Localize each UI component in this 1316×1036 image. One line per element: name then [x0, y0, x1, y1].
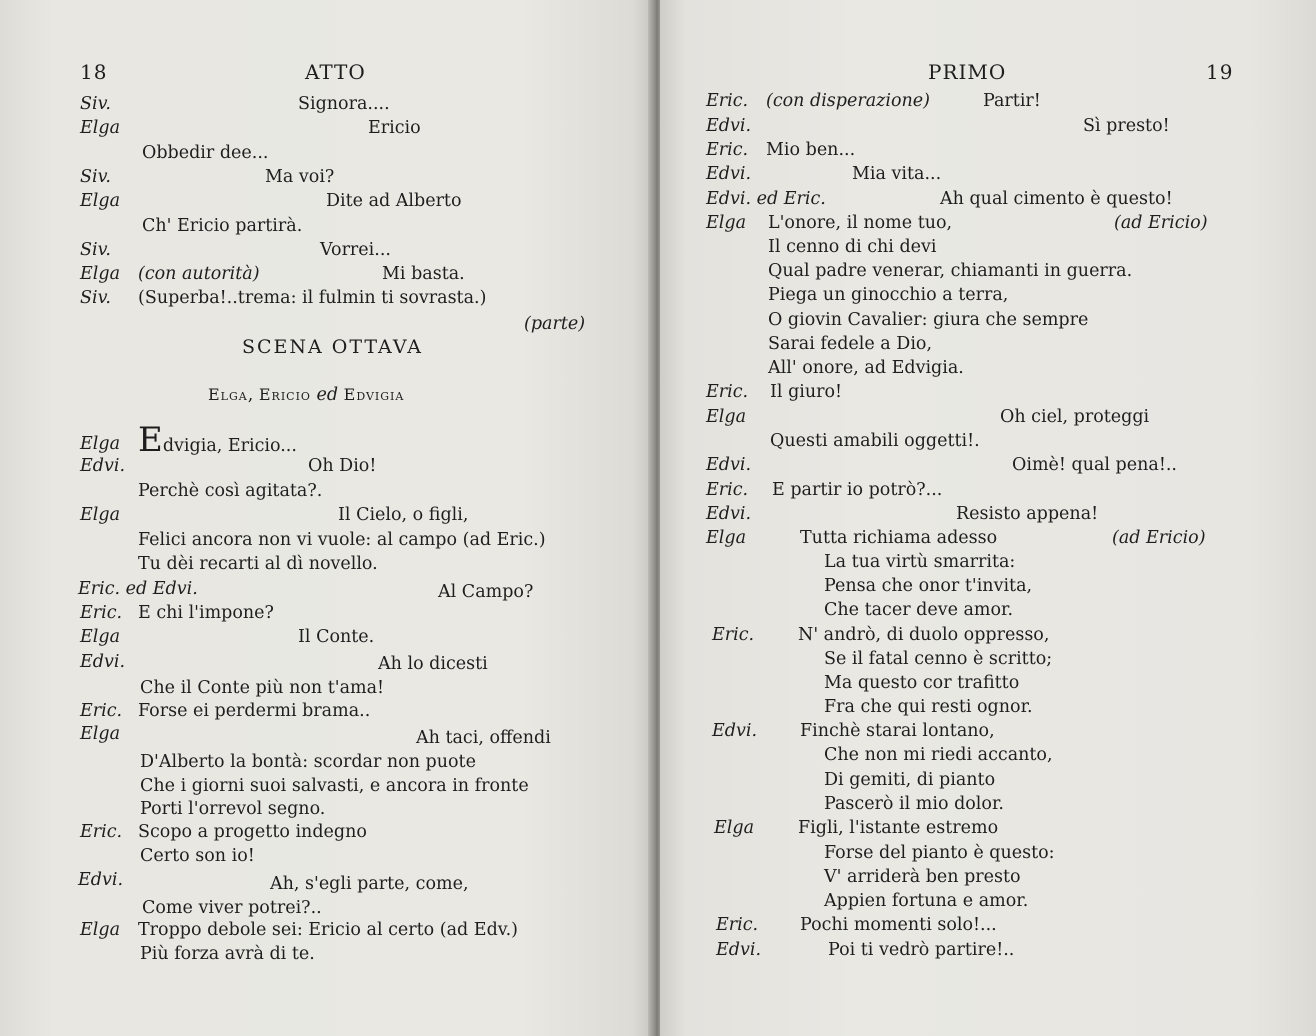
verse-line: Oh ciel, proteggi	[1000, 407, 1150, 427]
verse-line: Pensa che onor t'invita,	[824, 576, 1033, 596]
right-page	[660, 0, 1316, 1036]
verse-line: Che il Conte più non t'ama!	[140, 678, 385, 698]
speaker: Siv.	[80, 288, 111, 308]
verse-line: Tu dèi recarti al dì novello.	[138, 554, 378, 574]
page-header: PRIMO	[928, 60, 1007, 84]
verse-line: Ah, s'egli parte, come,	[270, 874, 469, 894]
stage-direction: (parte)	[524, 314, 586, 334]
character-elga: Elga	[208, 385, 248, 404]
speaker: Edvi.	[706, 504, 752, 524]
speaker: Elga	[80, 920, 121, 940]
speaker: Elga	[706, 407, 747, 427]
speaker: Eric.	[706, 382, 749, 402]
verse-line: Se il fatal cenno è scritto;	[824, 649, 1053, 669]
verse-line: Scopo a progetto indegno	[138, 822, 367, 842]
speaker: Elga	[706, 213, 747, 233]
verse-line: Sarai fedele a Dio,	[768, 334, 933, 354]
verse-line: Ah qual cimento è questo!	[940, 189, 1173, 209]
verse-line: Vorrei...	[320, 240, 391, 260]
verse-line: Ch' Ericio partirà.	[142, 216, 303, 236]
verse-line: Pochi momenti solo!...	[800, 915, 997, 935]
verse-line: Più forza avrà di te.	[140, 944, 315, 964]
verse-line: Felici ancora non vi vuole: al campo (ad Eric.)	[138, 530, 546, 550]
drop-cap: E	[138, 420, 163, 460]
speaker: Siv.	[80, 94, 111, 114]
verse-line: Qual padre venerar, chiamanti in guerra.	[768, 261, 1133, 281]
speaker: Edvi.	[712, 721, 758, 741]
character-list: Elga, Ericio ed Edvigia	[208, 385, 405, 405]
speaker: Eric.	[716, 915, 759, 935]
verse-line: Resisto appena!	[956, 504, 1099, 524]
verse-line: Signora....	[298, 94, 390, 114]
speaker: Eric.	[706, 480, 749, 500]
verse-line: Mi basta.	[382, 264, 465, 284]
verse-line: Certo son io!	[140, 846, 255, 866]
page-number: 19	[1206, 60, 1234, 84]
speaker: Siv.	[80, 240, 111, 260]
stage-direction: (con autorità)	[138, 264, 260, 284]
verse-line: Appien fortuna e amor.	[824, 891, 1029, 911]
verse-line: Il Cielo, o figli,	[338, 505, 469, 525]
speaker: Eric.	[80, 701, 123, 721]
verse-line: Dite ad Alberto	[326, 191, 462, 211]
speaker: Elga	[80, 505, 121, 525]
verse-line: N' andrò, di duolo oppresso,	[798, 625, 1050, 645]
verse-line: Di gemiti, di pianto	[824, 770, 996, 790]
speaker: Eric.	[706, 91, 749, 111]
verse-line: Ma voi?	[265, 167, 335, 187]
verse-line: Il giuro!	[770, 382, 843, 402]
verse-line: E partir io potrò?...	[772, 480, 943, 500]
speaker: Siv.	[80, 167, 111, 187]
stage-direction: (ad Ericio)	[1114, 213, 1208, 233]
speaker: Elga	[80, 627, 121, 647]
verse-line: Figli, l'istante estremo	[798, 818, 999, 838]
stage-direction: (ad Ericio)	[1112, 528, 1206, 548]
verse-line: Piega un ginocchio a terra,	[768, 285, 1009, 305]
verse-line: Forse ei perdermi brama..	[138, 701, 371, 721]
verse-line: Oh Dio!	[308, 456, 377, 476]
verse-line: Porti l'orrevol segno.	[140, 799, 326, 819]
speaker: Edvi.	[78, 870, 124, 890]
verse-line: Il Conte.	[298, 627, 375, 647]
left-page	[0, 0, 652, 1036]
verse-line: Tutta richiama adesso	[800, 528, 998, 548]
character-edvigia: Edvigia	[343, 385, 405, 404]
verse-line: La tua virtù smarrita:	[824, 552, 1016, 572]
speaker: Elga	[714, 818, 755, 838]
verse-line: Questi amabili oggetti!.	[770, 431, 980, 451]
verse-line: Poi ti vedrò partire!..	[828, 940, 1015, 960]
speaker: Edvi. ed Eric.	[706, 189, 826, 209]
verse-line: Che tacer deve amor.	[824, 600, 1014, 620]
verse-line: Forse del pianto è questo:	[824, 843, 1055, 863]
verse-line: Sì presto!	[1083, 116, 1170, 136]
verse-line: Troppo debole sei: Ericio al certo (ad Edv.)	[138, 920, 518, 940]
verse-line: E chi l'impone?	[138, 603, 274, 623]
speaker: Elga	[80, 724, 121, 744]
verse-line: Ah lo dicesti	[378, 654, 488, 674]
verse-line: Ma questo cor trafitto	[824, 673, 1020, 693]
verse-line: Mia vita...	[852, 164, 942, 184]
verse-line: Pascerò il mio dolor.	[824, 794, 1004, 814]
verse-line: Perchè così agitata?.	[138, 481, 323, 501]
conjunction: ed	[316, 385, 339, 405]
speaker: Edvi.	[706, 116, 752, 136]
page-number: 18	[80, 60, 108, 84]
verse-line: Fra che qui resti ognor.	[824, 697, 1033, 717]
verse-line: O giovin Cavalier: giura che sempre	[768, 310, 1089, 330]
verse-line: Finchè starai lontano,	[800, 721, 995, 741]
drop-cap-rest: dvigia, Ericio...	[162, 436, 297, 456]
speaker: Eric. ed Edvi.	[78, 579, 198, 599]
speaker: Eric.	[712, 625, 755, 645]
speaker: Elga	[80, 118, 121, 138]
speaker: Edvi.	[80, 456, 126, 476]
speaker: Elga	[80, 191, 121, 211]
verse-line-dropcap	[138, 420, 297, 460]
speaker: Eric.	[706, 140, 749, 160]
verse-line: Al Campo?	[438, 582, 534, 602]
verse-line: Obbedir dee...	[142, 143, 269, 163]
verse-line: Che i giorni suoi salvasti, e ancora in fronte	[140, 776, 529, 796]
verse-line: Ah taci, offendi	[416, 728, 551, 748]
verse-line: Mio ben...	[766, 140, 856, 160]
speaker: Elga	[80, 434, 121, 454]
verse-line: All' onore, ad Edvigia.	[768, 358, 964, 378]
verse-line: Ericio	[368, 118, 421, 138]
stage-direction: (con disperazione)	[766, 91, 930, 111]
speaker: Eric.	[80, 603, 123, 623]
speaker: Edvi.	[706, 455, 752, 475]
verse-line: (Superba!..trema: il fulmin ti sovrasta.)	[138, 288, 487, 308]
verse-line: L'onore, il nome tuo,	[768, 213, 953, 233]
verse-line: Oimè! qual pena!..	[1012, 455, 1177, 475]
speaker: Edvi.	[716, 940, 762, 960]
speaker: Edvi.	[80, 652, 126, 672]
character-ericio: Ericio	[258, 385, 311, 404]
verse-line: Il cenno di chi devi	[768, 237, 937, 257]
page-header: ATTO	[305, 60, 366, 84]
verse-line: Come viver potrei?..	[142, 898, 322, 918]
verse-line: Che non mi riedi accanto,	[824, 745, 1053, 765]
verse-line: D'Alberto la bontà: scordar non puote	[140, 752, 476, 772]
speaker: Elga	[706, 528, 747, 548]
speaker: Eric.	[80, 822, 123, 842]
scene-title: SCENA OTTAVA	[242, 336, 423, 358]
speaker: Elga	[80, 264, 121, 284]
verse-line: Partir!	[983, 91, 1041, 111]
verse-line: V' arriderà ben presto	[824, 867, 1021, 887]
speaker: Edvi.	[706, 164, 752, 184]
